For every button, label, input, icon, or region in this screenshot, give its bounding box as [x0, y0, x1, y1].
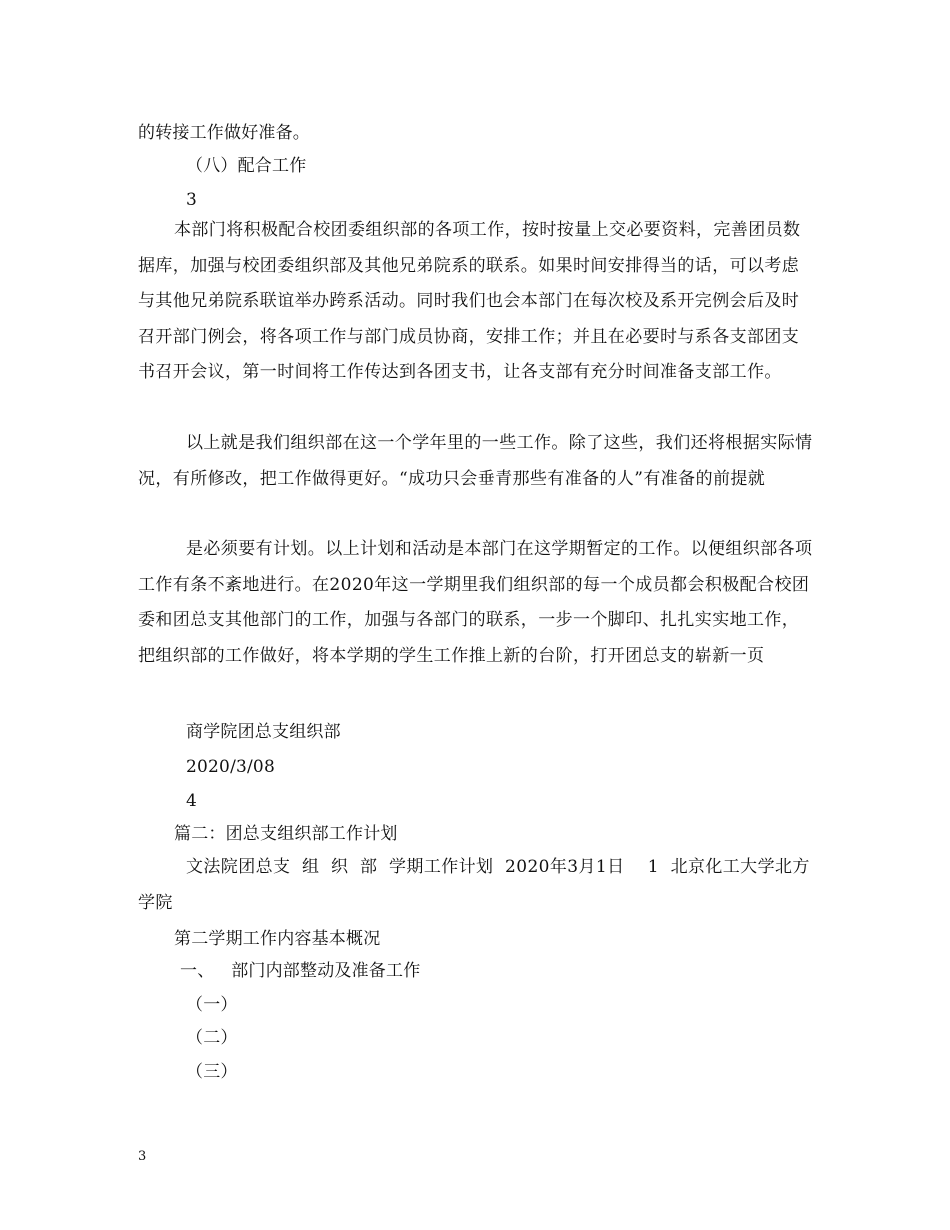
signature: 商学院团总支组织部	[186, 722, 341, 742]
paragraph-cooperation: 本部门将积极配合校团委组织部的各项工作，按时按量上交必要资料，完善团员数据库，加强与校团委组织部及其他兄弟院系的联系。如果时间安排得当的话，可以考虑与其他兄弟院系联谊举办跨系活动。同时我们也会本部门在每次校及系开完例会后及时召开部门例会，将各项工作与部门成员协商，安排工作；并且在必要时与系各支部团支书召开会议，第一时间将工作传达到各团支书，让各支部有充分时间准备支部工作。	[138, 220, 801, 382]
section-heading: （八）配合工作	[186, 156, 307, 176]
page-marker: 4	[186, 791, 198, 811]
text-line: 的转接工作做好准备。	[138, 123, 310, 143]
part-title: 篇二：团总支组织部工作计划	[174, 824, 398, 844]
page-number: 3	[138, 1149, 147, 1164]
list-item: （三）	[186, 1062, 238, 1082]
list-item: （二）	[186, 1028, 238, 1048]
section-heading: 一、 部门内部整动及准备工作	[180, 961, 421, 981]
paragraph-plan: 是必须要有计划。以上计划和活动是本部门在这学期暂定的工作。以便组织部各项工作有条不紊地进行。在2020年这一学期里我们组织部的每一个成员都会积极配合校团委和团总支其他部门的工作，加强与各部门的联系，一步一个脚印、扎扎实实地工作，把组织部的工作做好，将本学期的学生工作推上新的台阶，打开团总支的崭新一页	[138, 539, 813, 666]
date: 2020/3/08	[186, 757, 275, 777]
paragraph-summary: 以上就是我们组织部在这一个学年里的一些工作。除了这些，我们还将根据实际情况，有所修改，把工作做得更好。“成功只会垂青那些有准备的人”有准备的前提就	[138, 433, 813, 489]
document-header-line: 文法院团总支 组 织 部 学期工作计划 2020年3月1日 1 北京化工大学北方学院	[138, 857, 810, 913]
page-marker: 3	[186, 190, 198, 210]
overview-heading: 第二学期工作内容基本概况	[174, 929, 381, 949]
list-item: （一）	[186, 995, 238, 1015]
